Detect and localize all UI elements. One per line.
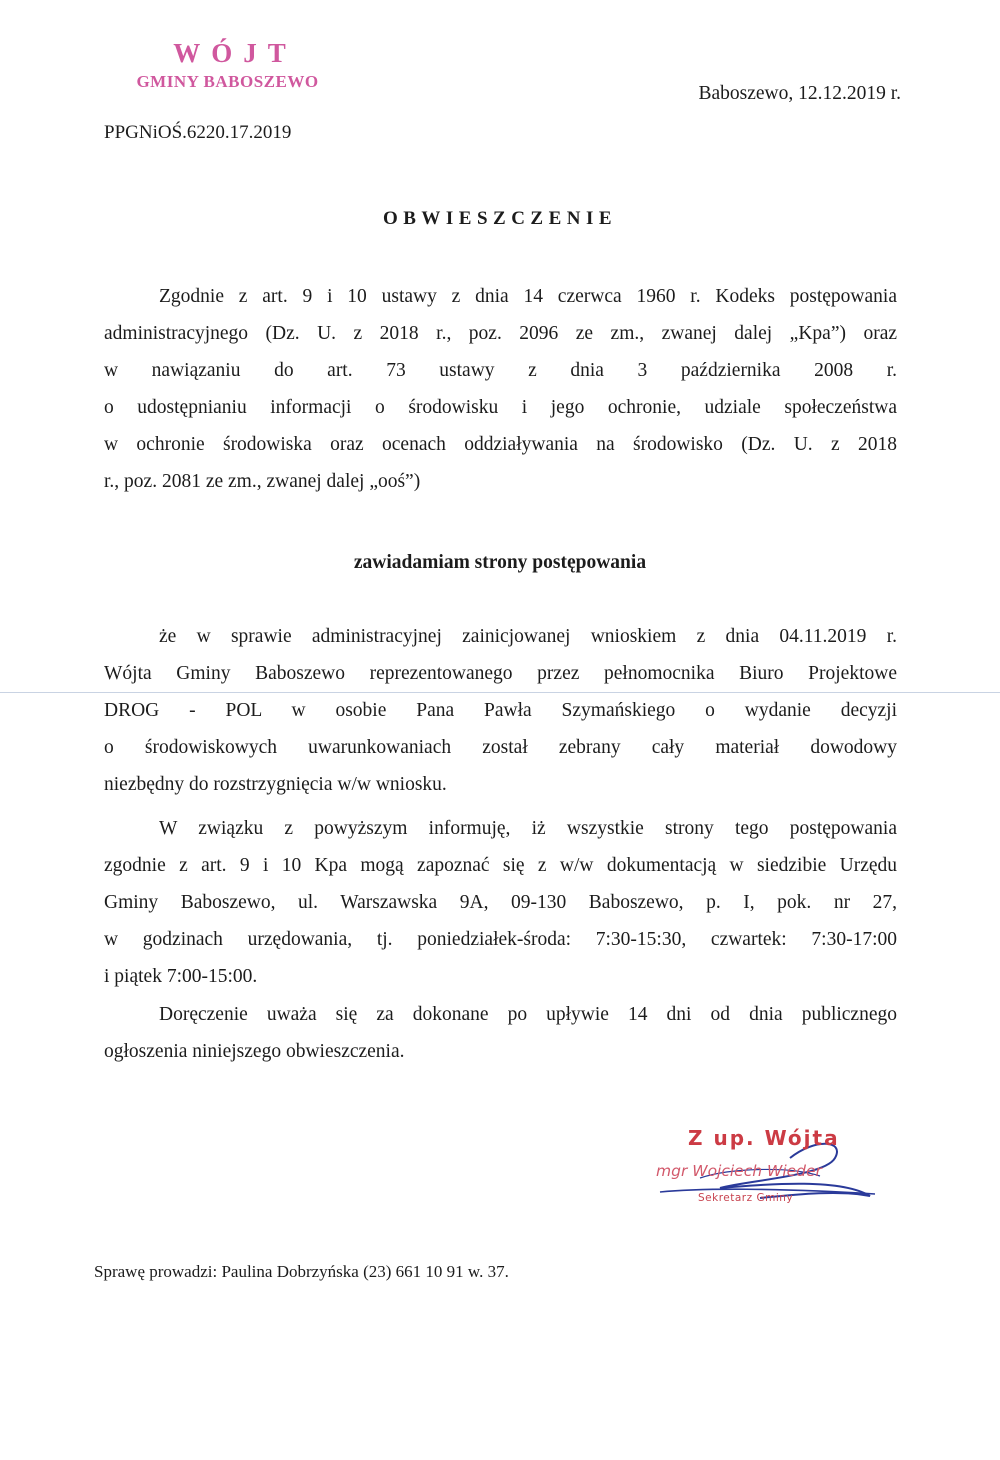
text-line: DROG - POL w osobie Pana Pawła Szymańskiego o wydanie decyzji (104, 700, 897, 721)
text-line: i piątek 7:00-15:00. (104, 966, 258, 987)
section-subtitle: zawiadamiam strony postępowania (353, 552, 647, 573)
text-line: Zgodnie z art. 9 i 10 ustawy z dnia 14 czerwca 1960 r. Kodeks postępowania (159, 286, 897, 307)
text-line: w nawiązaniu do art. 73 ustawy z dnia 3 października 2008 r. (104, 360, 897, 381)
text-line: W związku z powyższym informuję, iż wszystkie strony tego postępowania (159, 818, 897, 839)
text-line: Doręczenie uważa się za dokonane po upływie 14 dni od dnia publicznego (159, 1004, 897, 1025)
place-date: Baboszewo, 12.12.2019 r. (698, 83, 901, 104)
text-line: w ochronie środowiska oraz ocenach oddziaływania na środowisko (Dz. U. z 2018 (104, 434, 897, 455)
signature-line-1: Z up. Wójta (688, 1126, 840, 1150)
text-line: że w sprawie administracyjnej zainicjowanej wnioskiem z dnia 04.11.2019 r. (159, 626, 897, 647)
footer-contact: Sprawę prowadzi: Paulina Dobrzyńska (23) 661 10 91 w. 37. (94, 1262, 509, 1281)
text-line: ogłoszenia niniejszego obwieszczenia. (104, 1041, 405, 1062)
intro-paragraph (104, 278, 897, 500)
signature-line-2: mgr Wojciech Wieder (656, 1162, 822, 1180)
text-line: Wójta Gminy Baboszewo reprezentowanego przez pełnomocnika Biuro Projektowe (104, 663, 897, 684)
scan-line (0, 692, 1000, 693)
text-line: zgodnie z art. 9 i 10 Kpa mogą zapoznać się z w/w dokumentacją w siedzibie Urzędu (104, 855, 897, 876)
text-line: Gminy Baboszewo, ul. Warszawska 9A, 09-130 Baboszewo, p. I, pok. nr 27, (104, 892, 897, 913)
text-line: niezbędny do rozstrzygnięcia w/w wniosku. (104, 774, 447, 795)
text-line: o środowiskowych uwarunkowaniach został zebrany cały materiał dowodowy (104, 737, 897, 758)
stamp-subtitle: GMINY BABOSZEWO (136, 72, 319, 91)
text-line: administracyjnego (Dz. U. z 2018 r., poz. 2096 ze zm., zwanej dalej „Kpa”) oraz (104, 323, 897, 344)
paragraph-1 (104, 618, 897, 803)
text-line: r., poz. 2081 ze zm., zwanej dalej „ooś”) (104, 471, 421, 492)
text-line: o udostępnianiu informacji o środowisku i jego ochronie, udziale społeczeństwa (104, 397, 897, 418)
signature-line-3: Sekretarz Gminy (698, 1192, 794, 1204)
document-title: OBWIESZCZENIE (382, 208, 618, 229)
text-line: w godzinach urzędowania, tj. poniedziałek-środa: 7:30-15:30, czwartek: 7:30-17:00 (104, 929, 897, 950)
stamp-title: WÓJT (173, 38, 297, 68)
paragraph-3 (104, 996, 897, 1070)
paragraph-2 (104, 810, 897, 995)
reference-number: PPGNiOŚ.6220.17.2019 (104, 122, 292, 143)
signature-stamp (640, 1118, 900, 1228)
